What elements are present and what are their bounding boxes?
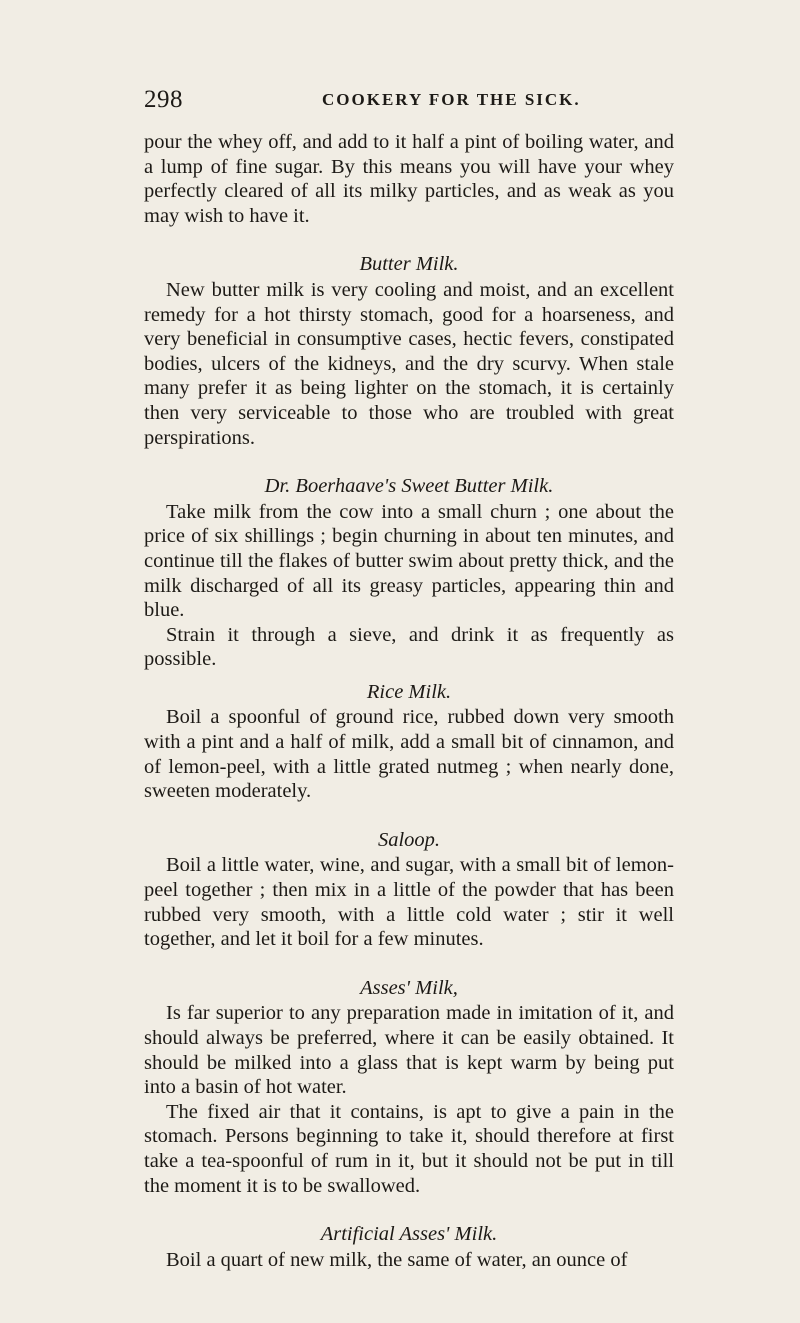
- continuation-paragraph: pour the whey off, and add to it half a pint of boiling water, and a lump of fine sugar. By this means you will have your whey perfectly cleared of all its milky particles, and as weak as you may wish to have it.: [144, 131, 674, 227]
- paragraph-rice-milk: Boil a spoonful of ground rice, rubbed down very smooth with a pint and a half of milk, add a small bit of cinnamon, and of lemon-peel, with a little grated nutmeg ; when nearly done, sweeten moderately.: [144, 706, 674, 803]
- paragraph-asses-milk-1: Is far superior to any preparation made in imitation of it, and should always be preferred, where it can be easily obtained. It should be milked into a glass that is kept warm by being put into a basin of hot water.: [144, 1002, 674, 1099]
- section-heading-artificial-asses-milk: Artificial Asses' Milk.: [320, 1223, 498, 1246]
- page-number: 298: [144, 86, 183, 113]
- section-heading-rice-milk: Rice Milk.: [366, 680, 452, 703]
- paragraph-asses-milk-2: The fixed air that it contains, is apt to give a pain in the stomach. Persons beginning to take it, should therefore at first take a tea-spoonful of rum in it, but it should not be put in till the moment it is to be swallowed.: [144, 1100, 674, 1197]
- section-heading-asses-milk: Asses' Milk,: [360, 976, 458, 999]
- paragraph-artificial-asses-milk: Boil a quart of new milk, the same of water, an ounce of: [166, 1248, 628, 1271]
- paragraph-sweet-butter-milk-2: Strain it through a sieve, and drink it as frequently as possible.: [144, 623, 674, 671]
- page-body: [144, 130, 674, 1272]
- section-heading-butter-milk: Butter Milk.: [359, 253, 459, 276]
- running-title: COOKERY FOR THE SICK.: [322, 90, 581, 109]
- paragraph-saloop: Boil a little water, wine, and sugar, with a small bit of lemon-peel together ; then mix in a little of the powder that has been rubbed very smooth, with a little cold water ; stir it well together, and let it boil for a few minutes.: [144, 854, 674, 951]
- paragraph-sweet-butter-milk-1: Take milk from the cow into a small churn ; one about the price of six shillings ; begin churning in about ten minutes, and continue till the flakes of butter swim about pretty thick, and the milk discharged of all its greasy particles, appearing thin and blue.: [144, 500, 674, 622]
- page-header: [144, 86, 694, 116]
- section-heading-sweet-butter-milk: Dr. Boerhaave's Sweet Butter Milk.: [264, 475, 554, 498]
- section-heading-saloop: Saloop.: [377, 828, 441, 851]
- paragraph-butter-milk: New butter milk is very cooling and moist, and an excellent remedy for a hot thirsty stomach, good for a hoarseness, and very beneficial in consumptive cases, hectic fevers, constipated bodies, ulcers of the kidneys, and the dry scurvy. When stale many prefer it as being lighter on the stomach, it is certainly then very serviceable to those who are troubled with great perspirations.: [144, 278, 674, 449]
